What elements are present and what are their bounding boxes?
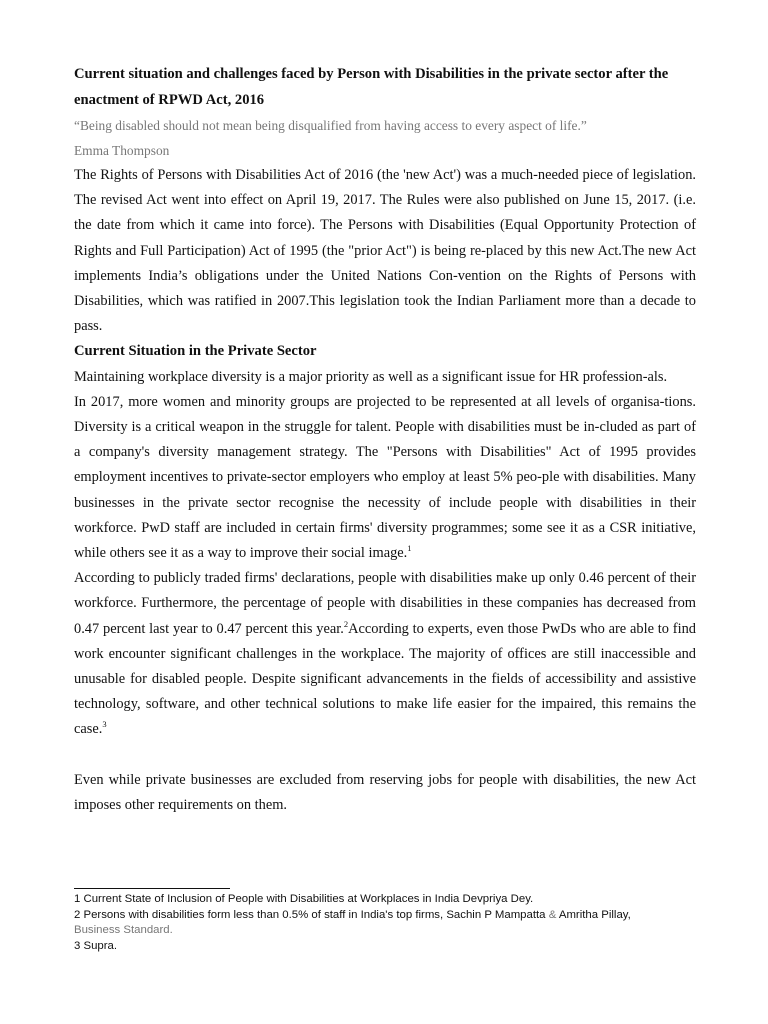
epigraph-quote: “Being disabled should not mean being disqualified from having access to every aspect of life.” [74,118,587,133]
document-body [74,62,696,818]
footnotes [74,892,634,954]
workforce-paragraph-part3: According to experts, even those PwDs who are able to find work encounter significant challenges in the workplace. The majority of offices are still inaccessible and unusable for disabled people. Despite significant advancements in the fields of accessibility and assistive technology, software, and other technical solutions to make life easier for the impaired, this remains the case. [74,620,696,738]
private-business-paragraph: Even while private businesses are excluded from reserving jobs for people with disabilities, the new Act imposes other requirements on them. [74,771,696,813]
footnote-2 [74,908,634,939]
epigraph-author: Emma Thompson [74,143,170,158]
diversity-paragraph: Maintaining workplace diversity is a major priority as well as a significant issue for HR profession-als. [74,368,668,385]
footnote-ref-3: 3 [102,719,107,730]
intro-paragraph: The Rights of Persons with Disabilities Act of 2016 (the 'new Act') was a much-needed piece of legislation. The revised Act went into effect on April 19, 2017. The Rules were also published on June 15, 2017. (i.e. the date from which it came into force). The Persons with Disabilities (Equal Opportunity Protection of Rights and Full Participation) Act of 1995 (the "prior Act") is being re-placed by this new Act.The new Act implements India’s obligations under the United Nations Con-vention on the Rights of Persons with Disabilities, which was ratified in 2007.This legislation took the Indian Parliament more than a decade to pass. [74,167,696,335]
paragraph-gap [74,743,696,768]
footnote-3: 3 Supra. [74,939,118,952]
workforce-paragraph-part2: According to publicly traded firms' declarations, people with disabilities make up only 0.46 percent of their workforce. Furthermore, the percentage of people with disabilities in these companies has decreased from 0.47 percent last year to 0.47 percent this year. [74,570,696,637]
footnote-ref-2: 2 [343,618,349,629]
footnote-2-author: Amritha Pillay, [558,908,631,921]
footnote-2-text: 2 Persons with disabilities form less than 0.5% of staff in India's top firms, Sachin P Mampatta [74,908,546,921]
footnote-2-ampersand: & [545,908,559,921]
document-title: Current situation and challenges faced by Person with Disabilities in the private sector after the enactment of RPWD Act, 2016 [74,66,669,108]
footnote-separator [74,888,230,889]
footnote-ref-1: 1 [407,543,412,554]
workforce-paragraph-part1: In 2017, more women and minority groups are projected to be represented at all levels of organisa-tions. Diversity is a critical weapon in the struggle for talent. People with disabilities must be in-cluded as part of a company's diversity management strategy. The "Persons with Disabilities" Act of 1995 provides employment incentives to private-sector employers who employ at least 5% peo-ple with disabilities. Many businesses in the private sector recognise the necessity of include people with disabilities in their workforce. PwD staff are included in certain firms' diversity programmes; some see it as a CSR initiative, while others see it as a way to improve their social image. [74,393,696,562]
footnote-1: 1 Current State of Inclusion of People with Disabilities at Workplaces in India Devpriya Dey. [74,893,534,905]
section-heading: Current Situation in the Private Sector [74,343,317,360]
workforce-paragraph [74,390,696,743]
footnote-2-source: Business Standard. [74,924,173,936]
